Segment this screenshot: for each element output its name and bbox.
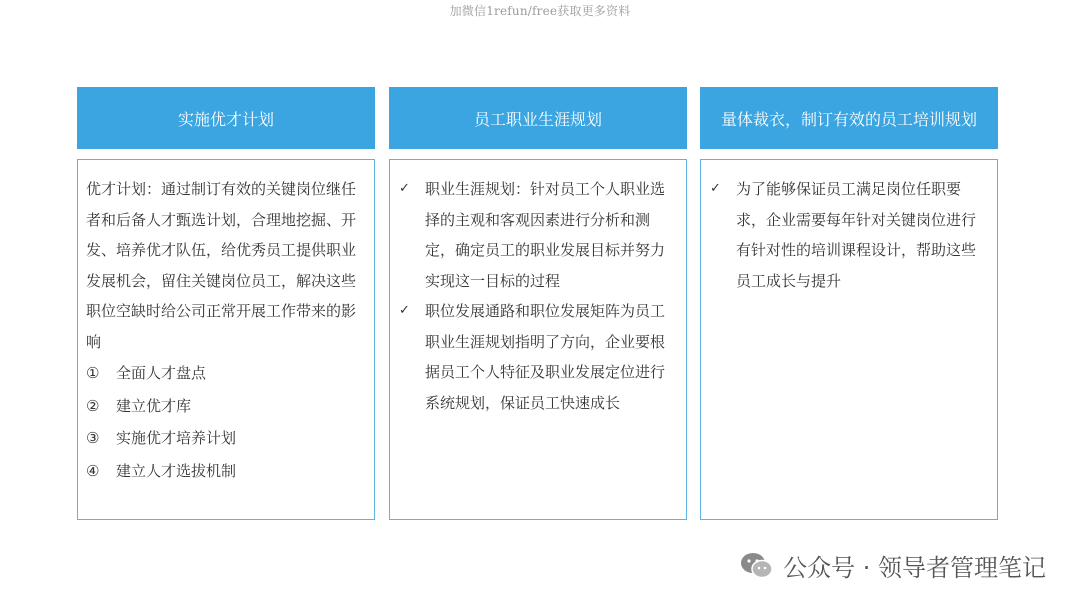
list-item-text: 为了能够保证员工满足岗位任职要求，企业需要每年针对关键岗位进行有针对性的培训课程设计，帮助这些员工成长与提升 [736, 180, 977, 290]
list-item [86, 357, 366, 390]
content-box [389, 159, 687, 520]
list-item-text: 建立优才库 [116, 396, 192, 415]
number-marker: ① [86, 364, 100, 382]
content-box [77, 159, 375, 520]
check-icon: ✓ [399, 181, 410, 196]
list-item [709, 174, 989, 296]
list-item [86, 455, 366, 488]
list-item [398, 296, 678, 418]
check-icon: ✓ [399, 303, 410, 318]
account-watermark [739, 548, 1046, 583]
list-item-text: 全面人才盘点 [116, 364, 207, 382]
check-icon: ✓ [710, 181, 721, 196]
list-item [86, 390, 366, 423]
list-item [86, 422, 366, 455]
list-item-text: 职位发展通路和职位发展矩阵为员工职业生涯规划指明了方向，企业要根据员工个人特征及职业发展定位进行系统规划，保证员工快速成长 [425, 302, 666, 412]
list-item-text: 建立人才选拔机制 [116, 461, 237, 480]
list-item [398, 174, 678, 296]
wechat-icon [739, 551, 775, 581]
top-watermark-note: 加微信1refun/free获取更多资料 [449, 4, 631, 18]
column-header: 量体裁衣，制订有效的员工培训规划 [700, 87, 998, 149]
number-marker: ③ [86, 429, 100, 447]
intro-paragraph: 优才计划：通过制订有效的关键岗位继任者和后备人才甄选计划，合理地挖掘、开发、培养优才队伍，给优秀员工提供职业发展机会，留住关键岗位员工，解决这些职位空缺时给公司正常开展工作带来的影响 [86, 180, 357, 351]
list-item-text: 实施优才培养计划 [116, 429, 237, 447]
number-marker: ④ [86, 461, 100, 480]
list-item-text: 职业生涯规划：针对员工个人职业选择的主观和客观因素进行分析和测定，确定员工的职业发展目标并努力实现这一目标的过程 [425, 180, 666, 290]
watermark-text: 公众号 · 领导者管理笔记 [783, 554, 1046, 582]
content-box [700, 159, 998, 520]
column-header: 员工职业生涯规划 [389, 87, 687, 149]
number-marker: ② [86, 396, 100, 415]
column-header: 实施优才计划 [77, 87, 375, 149]
